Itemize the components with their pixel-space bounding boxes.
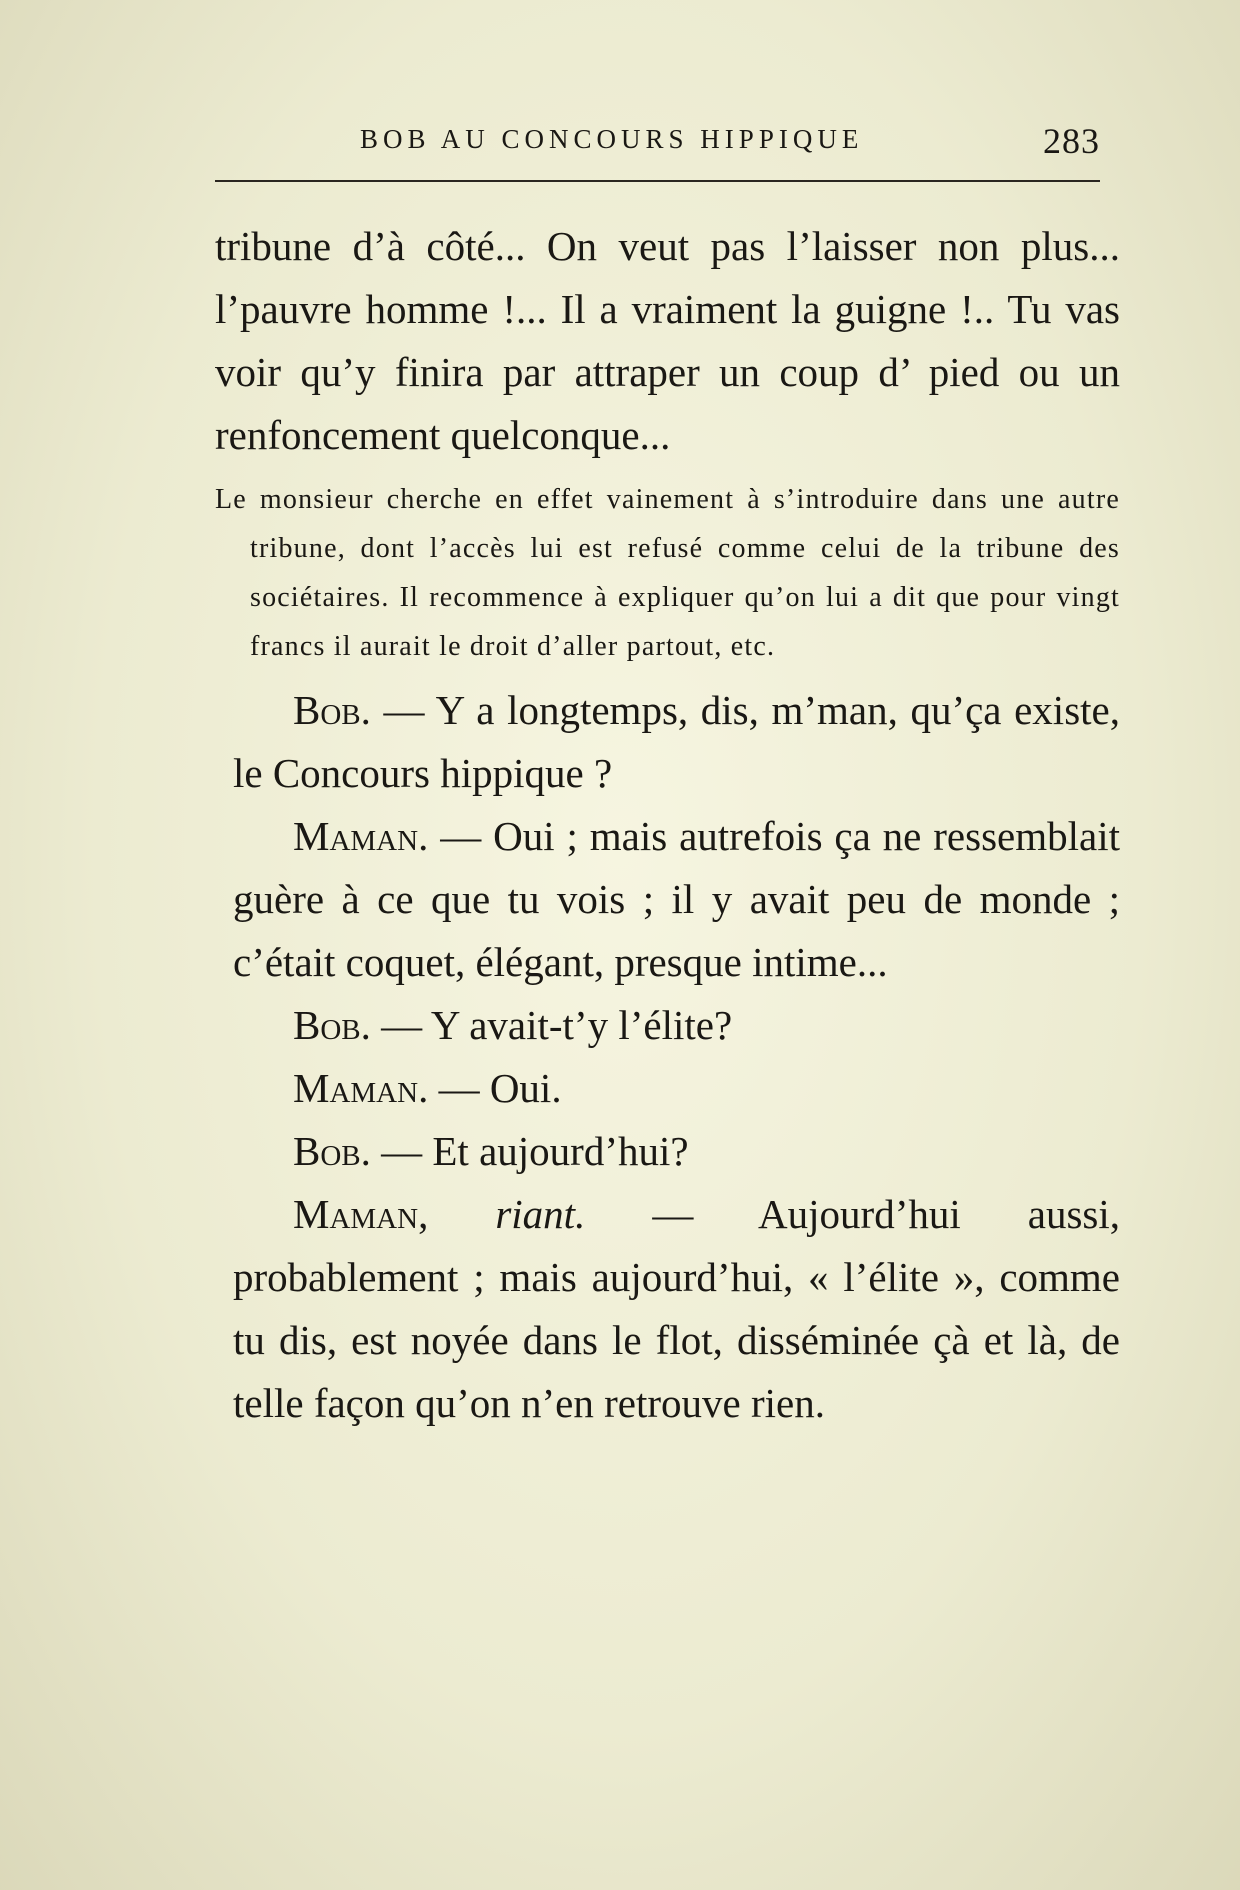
speaker-name: Maman. [293, 1065, 429, 1111]
dialogue-text: — Oui. [428, 1065, 562, 1111]
speaker-name: Bob. [293, 1002, 371, 1048]
dialogue-text: — Y a longtemps, dis, m’man, qu’ça existe, le Concours hippique ? [233, 687, 1120, 796]
dialogue-line [215, 1120, 1120, 1183]
page-header [215, 120, 1100, 182]
dialogue-line [215, 679, 1120, 805]
speaker-name: Maman. [293, 813, 429, 859]
header-rule [215, 180, 1100, 182]
speaker-name: Maman, [293, 1191, 429, 1237]
paragraph-continuation: tribune d’à côté... On veut pas l’laisser non plus... l’pauvre homme !... Il a vraiment la guigne !.. Tu vas voir qu’y finira par attraper un coup d’ pied ou un renfoncement quelconque... [215, 223, 1120, 458]
dialogue-text: — Aujourd’hui aussi, probablement ; mais aujourd’hui, « l’élite », comme tu dis, est noyée dans le flot, disséminée çà et là, de telle façon qu’on n’en retrouve rien. [233, 1191, 1121, 1426]
speaker-name: Bob. [293, 687, 371, 733]
speaker-name: Bob. [293, 1128, 371, 1174]
dialogue-text: — Et aujourd’hui? [370, 1128, 689, 1174]
stage-direction: Le monsieur cherche en effet vainement à s’introduire dans une autre tribune, dont l’accès lui est refusé comme celui de la tribune des sociétaires. Il recommence à expliquer qu’on lui a dit que pour vingt francs il aurait le droit d’aller partout, etc. [215, 484, 1120, 662]
stage-direction-inline: riant. [495, 1191, 586, 1237]
dialogue-line [215, 805, 1120, 994]
page-number: 283 [1043, 121, 1100, 161]
page-body [215, 215, 1120, 1435]
dialogue-line [215, 994, 1120, 1057]
running-title: BOB AU CONCOURS HIPPIQUE [360, 124, 864, 154]
dialogue-text: — Y avait-t’y l’élite? [370, 1002, 733, 1048]
dialogue-text: — Oui ; mais autrefois ça ne ressemblait guère à ce que tu vois ; il y avait peu de monde ; c’était coquet, élégant, presque intime... [233, 813, 1120, 985]
dialogue-line [215, 1183, 1120, 1435]
dialogue-line [215, 1057, 1120, 1120]
